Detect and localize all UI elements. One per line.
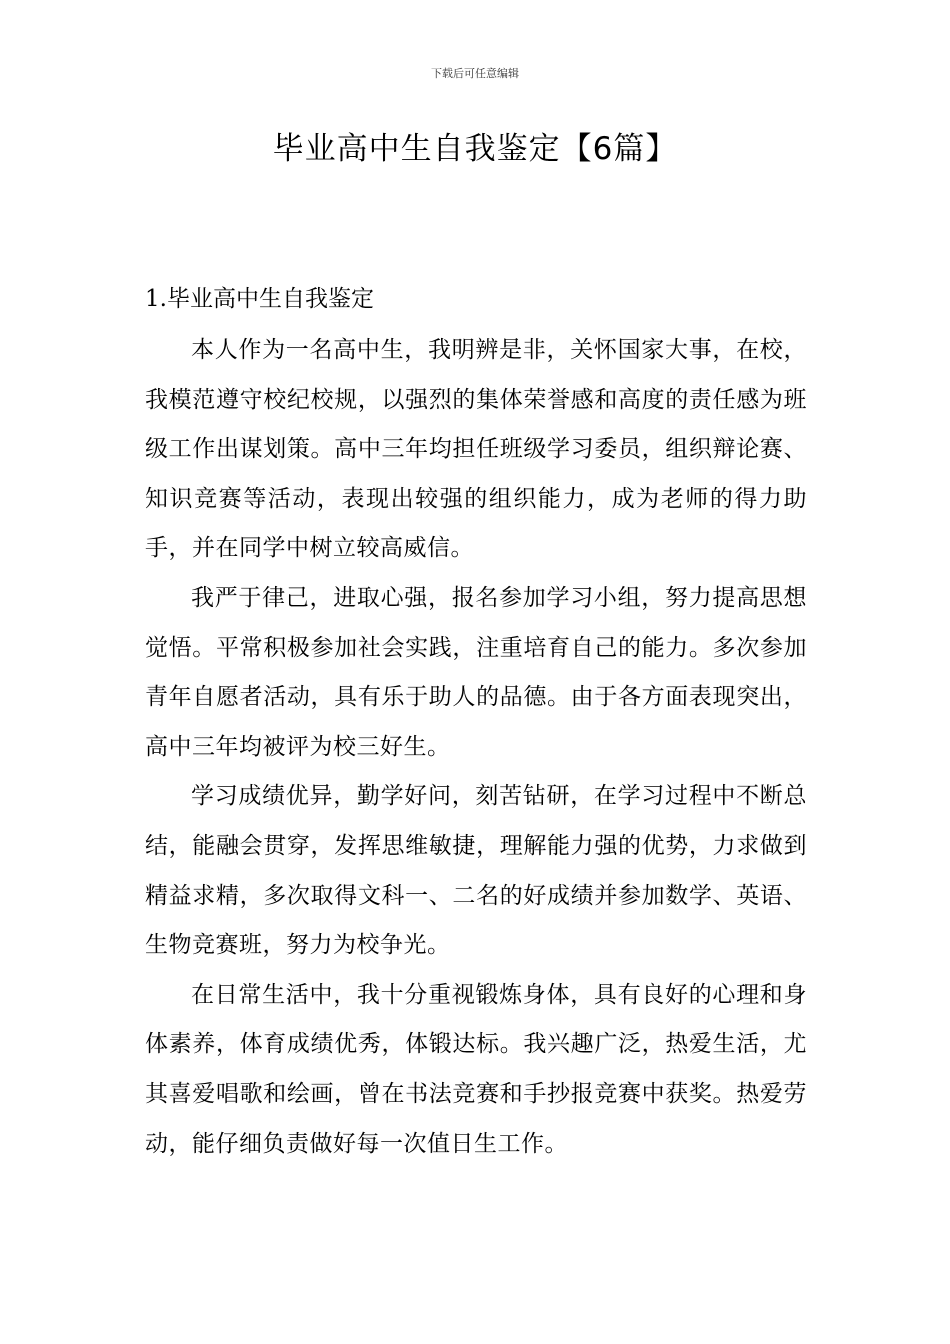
document-title: 毕业高中生自我鉴定【6篇】 [272, 131, 678, 167]
section-body [145, 326, 807, 1169]
paragraph-2: 我严于律己，进取心强，报名参加学习小组，努力提高思想觉悟。平常积极参加社会实践，注重培育自己的能力。多次参加青年自愿者活动，具有乐于助人的品德。由于各方面表现突出，高中三年均被评为校三好生。 [145, 584, 807, 760]
paragraph-4: 在日常生活中，我十分重视锻炼身体，具有良好的心理和身体素养，体育成绩优秀，体锻达标。我兴趣广泛，热爱生活，尤其喜爱唱歌和绘画，曾在书法竞赛和手抄报竞赛中获奖。热爱劳动，能仔细负责做好每一次值日生工作。 [145, 981, 807, 1157]
section-heading: 1.毕业高中生自我鉴定 [145, 286, 374, 312]
paragraph-1: 本人作为一名高中生，我明辨是非，关怀国家大事，在校，我模范遵守校纪校规，以强烈的集体荣誉感和高度的责任感为班级工作出谋划策。高中三年均担任班级学习委员，组织辩论赛、知识竞赛等活动，表现出较强的组织能力，成为老师的得力助手，并在同学中树立较高威信。 [145, 337, 807, 562]
header-note: 下载后可任意编辑 [431, 67, 519, 80]
paragraph-3: 学习成绩优异，勤学好问，刻苦钻研，在学习过程中不断总结，能融会贯穿，发挥思维敏捷，理解能力强的优势，力求做到精益求精，多次取得文科一、二名的好成绩并参加数学、英语、生物竞赛班，努力为校争光。 [145, 783, 807, 959]
